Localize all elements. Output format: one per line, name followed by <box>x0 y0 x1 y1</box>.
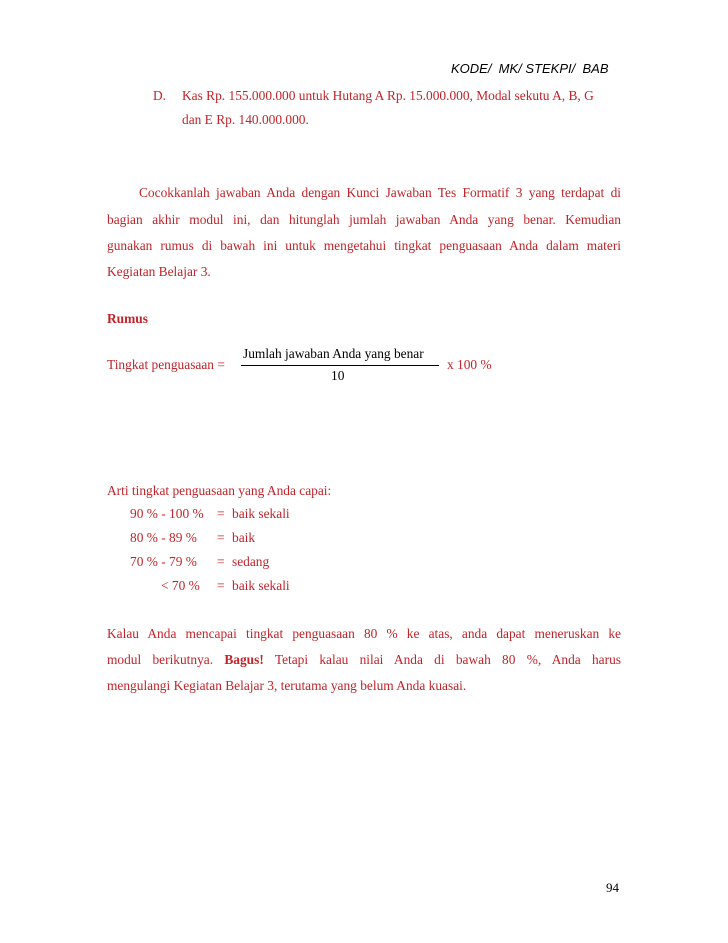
level-equals: = <box>217 506 225 521</box>
level-equals: = <box>217 530 225 545</box>
level-range: < 70 % <box>161 578 200 593</box>
formula-lhs: Tingkat penguasaan = <box>107 357 225 372</box>
level-equals: = <box>217 554 225 569</box>
level-range: 70 % - 79 % <box>130 554 197 569</box>
formula-heading: Rumus <box>107 311 148 326</box>
document-header-code: KODE/ MK/ STEKPI/ BAB <box>451 61 609 76</box>
level-label: baik sekali <box>232 506 290 521</box>
closing-line2 <box>107 652 621 668</box>
instructions-line1: Cocokkanlah jawaban Anda dengan Kunci Jawaban Tes Formatif 3 yang terdapat di <box>139 185 621 200</box>
formula-numerator: Jumlah jawaban Anda yang benar <box>243 346 424 361</box>
formula-multiplier: x 100 % <box>447 357 492 372</box>
page-number: 94 <box>606 880 619 895</box>
closing-line2-end: Tetapi kalau nilai Anda di bawah 80 %, Anda harus <box>274 652 621 667</box>
instructions-line3: gunakan rumus di bawah ini untuk mengetahui tingkat penguasaan Anda dalam materi <box>107 238 621 253</box>
instructions-line2: bagian akhir modul ini, dan hitunglah jumlah jawaban Anda yang benar. Kemudian <box>107 212 621 227</box>
bagus-emphasis: Bagus! <box>224 652 264 667</box>
level-label: baik <box>232 530 256 545</box>
closing-line3: mengulangi Kegiatan Belajar 3, terutama yang belum Anda kuasai. <box>107 678 467 693</box>
option-d-text-line1: Kas Rp. 155.000.000 untuk Hutang A Rp. 15.000.000, Modal sekutu A, B, G <box>182 88 594 103</box>
option-d-letter: D. <box>153 88 167 103</box>
closing-line1: Kalau Anda mencapai tingkat penguasaan 80 % ke atas, anda dapat meneruskan ke <box>107 626 621 641</box>
level-range: 80 % - 89 % <box>130 530 197 545</box>
instructions-line4: Kegiatan Belajar 3. <box>107 264 211 279</box>
fraction-bar <box>241 365 439 366</box>
level-label: sedang <box>232 554 270 569</box>
level-label: baik sekali <box>232 578 290 593</box>
closing-line2-start: modul berikutnya. <box>107 652 214 667</box>
option-d-text-line2: dan E Rp. 140.000.000. <box>182 112 309 127</box>
level-range: 90 % - 100 % <box>130 506 204 521</box>
levels-heading: Arti tingkat penguasaan yang Anda capai: <box>107 483 332 498</box>
level-equals: = <box>217 578 225 593</box>
formula-denominator: 10 <box>331 368 345 383</box>
